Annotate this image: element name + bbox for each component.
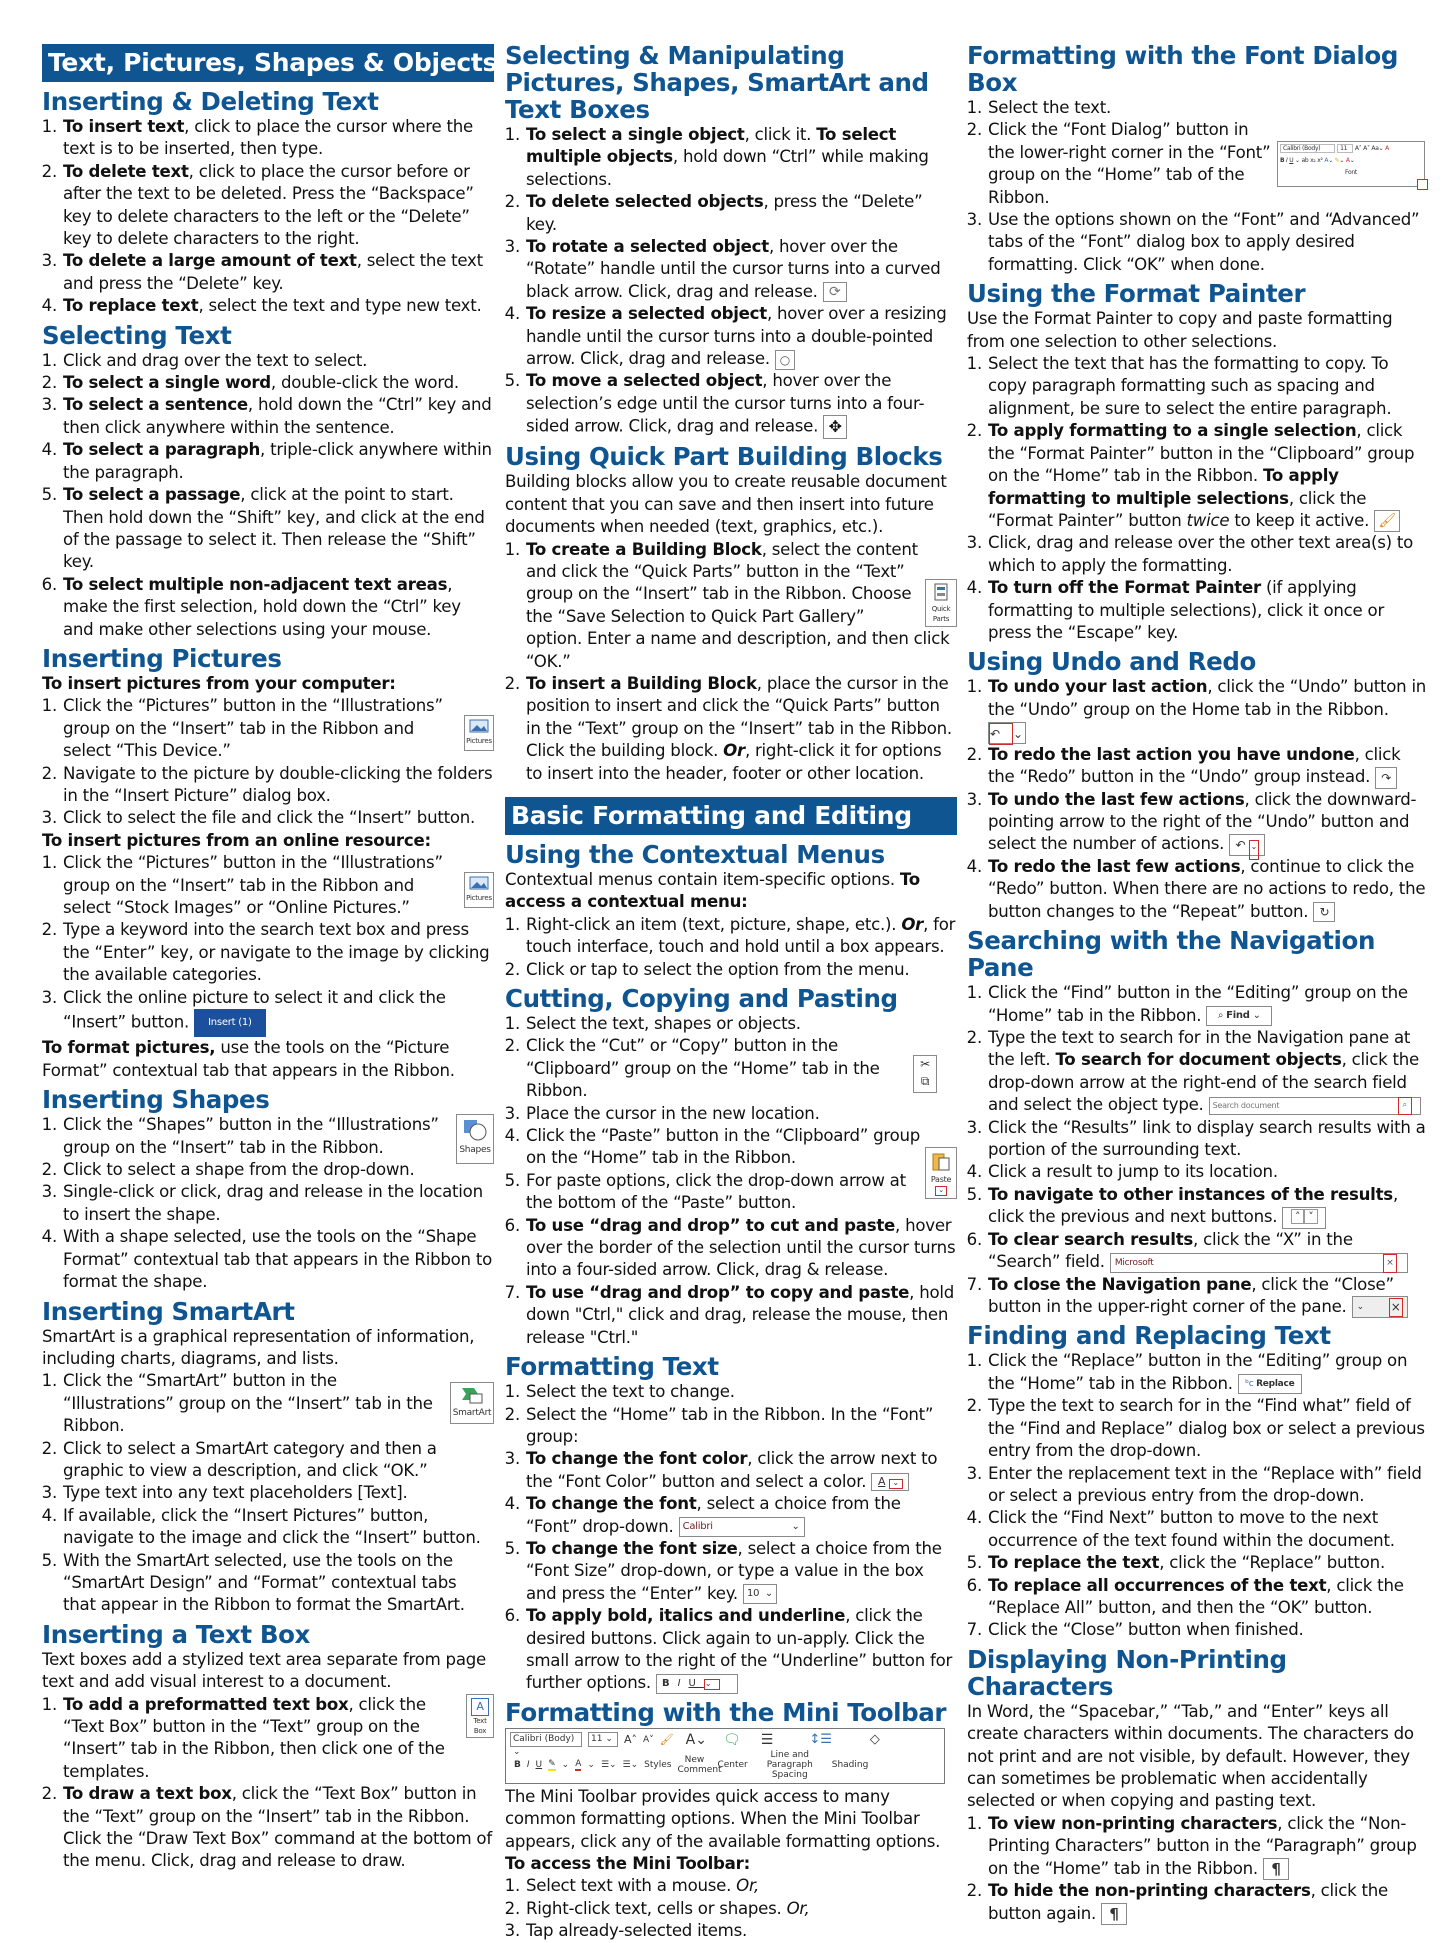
paragraph: Text boxes add a stylized text area separate from page text and add visual interest to a document. — [42, 1649, 486, 1692]
pilcrow-button[interactable]: ¶ — [1101, 1903, 1127, 1925]
list-item: 3. Type text into any text placeholders [Text]. — [62, 1482, 494, 1504]
list-item: 6. To select multiple non-adjacent text areas, make the first selection, hold down the “Ctrl” key and make other selections using your mouse. — [62, 574, 494, 641]
grow-font-icon[interactable]: A˄ — [624, 1733, 638, 1747]
format-painter-icon[interactable]: 🖌 — [659, 1733, 674, 1747]
list-item: 4. To replace text, select the text and type new text. — [62, 295, 494, 317]
list-item: 2. Type a keyword into the search text box and press the “Enter” key, or navigate to the image by clicking the available categories. — [62, 919, 494, 986]
left-column — [42, 40, 498, 1873]
heading-undo-redo: Using Undo and Redo — [967, 647, 1256, 677]
list-item: 2. Click or tap to select the option from the menu. — [525, 959, 957, 981]
heading-selecting-text: Selecting Text — [42, 320, 232, 350]
rotate-cursor-icon: ⟳ — [823, 282, 847, 302]
list-item: 4. To resize a selected object, hover over a resizing handle until the cursor turns into a double-pointed arrow. Click, drag and release. ○ — [525, 303, 957, 370]
list-item: 3. Place the cursor in the new location. — [525, 1103, 957, 1125]
list-item: 5. With the SmartArt selected, use the tools on the “SmartArt Design” and “Format” contextual tabs that appear in the Ribbon to format the SmartArt. — [62, 1550, 494, 1617]
list-non-printing — [967, 1813, 1427, 1925]
list-item: 4. Click the “Find Next” button to move to the next occurrence of the text found within the document. — [987, 1507, 1427, 1552]
list-item: 3. To rotate a selected object, hover over the “Rotate” handle until the cursor turns into a curved black arrow. Click, drag and release. ⟳ — [525, 236, 957, 303]
paragraph: The Mini Toolbar provides quick access to many common formatting options. When the Mini Toolbar appears, click any of the available formatting options. — [505, 1786, 941, 1851]
list-item: 6. To clear search results, click the “X” in the “Search” field. Microsoft × — [987, 1229, 1427, 1274]
heading-inserting-text-box: Inserting a Text Box — [42, 1619, 310, 1649]
list-item: 5. For paste options, click the drop-down arrow at the bottom of the “Paste” button. — [525, 1170, 957, 1215]
font-dialog-launcher-button[interactable] — [1417, 179, 1428, 190]
heading-inserting-smartart: Inserting SmartArt — [42, 1296, 295, 1326]
heading-contextual-menus: Using the Contextual Menus — [505, 839, 885, 869]
paragraph: SmartArt is a graphical representation of information, including charts, diagrams, and lists. — [42, 1326, 475, 1368]
heading-inserting-deleting: Inserting & Deleting Text — [42, 87, 379, 116]
list-item: 3. Tap already-selected items. — [525, 1920, 957, 1942]
undo-dropdown-button[interactable]: ↶ ⌄ — [1229, 834, 1265, 856]
styles-icon[interactable]: A⌄ — [685, 1731, 707, 1748]
list-font-dialog — [967, 97, 1427, 276]
search-document-input[interactable]: Search document ⌕ — [1209, 1097, 1421, 1115]
list-item: 7. Click the “Close” button when finished. — [987, 1619, 1427, 1641]
list-item: 5. To change the font size, select a choice from the “Font Size” drop-down, or type a value in the box and press the “Enter” key. 10 ⌄ — [525, 1538, 957, 1605]
font-color-icon[interactable]: A — [575, 1758, 582, 1769]
list-item: 3. Click to select the file and click the “Insert” button. — [62, 807, 494, 829]
list-item: 7. To use “drag and drop” to copy and paste, hold down "Ctrl," click and drag, release the mouse, then release "Ctrl." — [525, 1282, 957, 1349]
subheading: To access the Mini Toolbar: — [505, 1854, 750, 1873]
list-mini-toolbar — [505, 1875, 957, 1942]
heading-find-replace: Finding and Replacing Text — [967, 1321, 1331, 1351]
list-item: 2. To delete selected objects, press the “Delete” key. — [525, 191, 957, 236]
font-size-dropdown[interactable]: 10 ⌄ — [743, 1584, 777, 1604]
heading-non-printing: Displaying Non-Printing Characters — [967, 1644, 1287, 1701]
list-item: 5. To move a selected object, hover over the selection’s edge until the cursor turns into a four-sided arrow. Click, drag and release. ✥ — [525, 370, 957, 439]
list-find-replace — [967, 1350, 1427, 1641]
list-navigation-pane — [967, 982, 1427, 1318]
list-selecting-objects — [505, 124, 957, 439]
list-item: 3. Click the online picture to select it and click the “Insert” button. Insert (1) — [62, 987, 494, 1038]
list-item: 2. To apply formatting to a single selection, click the “Format Painter” button in the “Clipboard” group on the “Home” tab in the Ribbon. To apply formatting to multiple selections, click the “Format Painter” button twice to keep it active. 🖌 — [987, 420, 1427, 532]
list-item: 1. Pictures Click the “Pictures” button in the “Illustrations” group on the “Insert” tab in the Ribbon and select “Stock Images” or “Online Pictures.” — [62, 852, 494, 919]
paste-button-icon: 4. Paste ⌄ — [925, 1147, 957, 1199]
list-smartart — [42, 1370, 494, 1616]
heading-navigation-pane: Searching with the Navigation Pane — [967, 926, 1376, 983]
replace-button[interactable]: ᵇc Replace — [1238, 1374, 1302, 1394]
insert-button[interactable]: Insert (1) — [194, 1009, 266, 1037]
list-item: 2. To insert a Building Block, place the cursor in the position to insert and click the “Quick Parts” button in the “Text” group on the “Insert” tab in the Ribbon. Click the building block. Or, right-click it for options to insert into the header, footer or other location. — [525, 673, 957, 785]
list-item: 1. Select the text that has the formatting to copy. To copy paragraph formatting such as spacing and alignment, be sure to select the entire paragraph. — [987, 353, 1427, 420]
styles-label[interactable]: Styles — [644, 1759, 672, 1770]
mini-font-dropdown[interactable]: Calibri (Body) ⌄ — [510, 1732, 582, 1747]
list-item: 3. Click the “Results” link to display search results with a portion of the surrounding text. — [987, 1117, 1427, 1162]
list-item: 5. To select a passage, click at the point to start. Then hold down the “Shift” key, and click at the end of the passage to select it. Then release the “Shift” key. — [62, 484, 494, 574]
heading-cut-copy-paste: Cutting, Copying and Pasting — [505, 984, 898, 1013]
list-item: 2. Click to select a SmartArt category and then a graphic to view a description, and click “OK.” — [62, 1438, 494, 1483]
list-item: 3. Enter the replacement text in the “Replace with” field or select a previous entry from the drop-down. — [987, 1463, 1427, 1508]
list-item: 2. Right-click text, cells or shapes. Or, — [525, 1898, 957, 1920]
new-comment-icon[interactable]: 🗨 — [722, 1731, 741, 1748]
list-item: 1. To view non-printing characters, click the “Non-Printing Characters” button in the “Paragraph” group on the “Home” tab in the Ribbon. ¶ — [987, 1813, 1427, 1880]
list-item: 3. Click, drag and release over the other text area(s) to which to apply the formatting. — [987, 532, 1427, 577]
list-item: 1. Click and drag over the text to select. — [62, 350, 494, 372]
new-comment-label[interactable]: New Comment — [677, 1754, 722, 1775]
list-item: 4. Paste ⌄ Click the “Paste” button in the “Clipboard” group on the “Home” tab in the Ribbon. — [525, 1125, 957, 1170]
list-contextual — [505, 914, 957, 981]
list-item: 4. To redo the last few actions, continue to click the “Redo” button. When there are no actions to redo, the button changes to the “Repeat” button. ↻ — [987, 856, 1427, 923]
list-item: 1. A Text Box To add a preformatted text box, click the “Text Box” button in the “Text” group on the “Insert” tab in the Ribbon, then click one of the templates. — [62, 1694, 494, 1784]
list-item: 1. Shapes Click the “Shapes” button in the “Illustrations” group on the “Insert” tab in the Ribbon. — [62, 1114, 494, 1159]
list-item: 1. Select text with a mouse. Or, — [525, 1875, 957, 1897]
heading-formatting-text: Formatting Text — [505, 1352, 719, 1382]
list-item: 1. Right-click an item (text, picture, shape, etc.). Or, for touch interface, touch and hold until a box appears. — [525, 914, 957, 959]
paragraph: Use the Format Painter to copy and paste formatting from one selection to other selections. — [967, 309, 1393, 351]
heading-quick-parts: Using Quick Part Building Blocks — [505, 442, 943, 472]
replace-icon: ᵇc — [1245, 1379, 1254, 1390]
pictures-button-icon: 1. Pictures — [464, 872, 494, 908]
list-item: 4. To select a paragraph, triple-click anywhere within the paragraph. — [62, 439, 494, 484]
list-item: 2. Type the text to search for in the Navigation pane at the left. To search for document objects, click the drop-down arrow at the right-end of the search field and select the object type. Search document ⌕ — [987, 1027, 1427, 1117]
repeat-button[interactable]: ↻ — [1313, 902, 1335, 922]
list-pictures-online — [42, 852, 494, 1037]
paragraph: Building blocks allow you to create reusable document content that you can save and then insert into future documents when needed (text, graphics, etc.). — [505, 472, 947, 537]
list-format-painter — [967, 353, 1427, 644]
font-color-button[interactable]: A ⌄ — [871, 1473, 909, 1491]
list-item: 1. To undo your last action, click the “Undo” button in the “Undo” group on the Home tab in the Ribbon. ↶ ⌄ — [987, 676, 1427, 743]
move-cursor-icon: ✥ — [823, 415, 847, 439]
list-item: 2. To delete text, click to place the cursor before or after the text to be deleted. Press the “Backspace” key to delete characters to the left or the “Delete” key to delete characters to the right. — [62, 161, 494, 251]
heading-font-dialog: Formatting with the Font Dialog Box — [967, 41, 1398, 97]
subheading: To insert pictures from your computer: — [42, 673, 396, 693]
list-undo-redo — [967, 676, 1427, 923]
center-label[interactable]: Center — [717, 1759, 748, 1770]
list-item: 1. Click the “Find” button in the “Editing” group on the “Home” tab in the Ribbon. ⌕ Find ⌄ — [987, 982, 1427, 1027]
list-item: 7. To close the Navigation pane, click the “Close” button in the upper-right corner of the pane. ⌄ × — [987, 1274, 1427, 1319]
quick-parts-button-icon: 1. Quick Parts — [925, 579, 957, 627]
list-item: 2. To draw a text box, click the “Text Box” button in the “Text” group on the “Insert” tab in the Ribbon. Click the “Draw Text Box” command at the bottom of the menu. Click, drag and release to draw. — [62, 1783, 494, 1873]
subheading: To insert pictures from an online resource: — [42, 830, 431, 850]
list-item: 1. To select a single object, click it. To select multiple objects, hold down “Ctrl” while making selections. — [525, 124, 957, 191]
list-item: 3. Use the options shown on the “Font” and “Advanced” tabs of the “Font” dialog box to apply desired formatting. Click “OK” when done. — [987, 209, 1427, 276]
bold-italic-underline-buttons[interactable]: BIU⌄ — [656, 1674, 738, 1694]
list-item: 2. Navigate to the picture by double-clicking the folders in the “Insert Picture” dialog box. — [62, 763, 494, 808]
list-formatting-text — [505, 1381, 957, 1695]
undo-button[interactable]: ↶ ⌄ — [988, 722, 1026, 744]
mini-size-dropdown[interactable]: 11 ⌄ — [588, 1732, 618, 1747]
cut-copy-buttons-icon: 2. ✂ ⧉ — [913, 1055, 937, 1093]
list-cut-copy-paste — [505, 1013, 957, 1349]
list-item: 4. Click a result to jump to its location. — [987, 1161, 1427, 1183]
heading-format-painter: Using the Format Painter — [967, 279, 1306, 309]
list-item: 1. Select the text, shapes or objects. — [525, 1013, 957, 1035]
pictures-button-icon: 1. Pictures — [464, 715, 494, 751]
list-pictures-computer — [42, 695, 494, 829]
find-button[interactable]: ⌕ Find ⌄ — [1206, 1006, 1272, 1026]
list-item: 6. To replace all occurrences of the text, click the “Replace All” button, and then the “OK” button. — [987, 1575, 1427, 1620]
list-item: 2. To select a single word, double-click the word. — [62, 372, 494, 394]
resize-cursor-icon: ○ — [775, 350, 795, 370]
next-result-icon[interactable]: ˅ — [1304, 1209, 1317, 1224]
list-item: 6. To apply bold, italics and underline, click the desired buttons. Click again to un-apply. Click the small arrow to the right of the “Underline” button for further options. BIU⌄ — [525, 1605, 957, 1695]
list-item: 2. Calibri (Body) 11 A˄ A˅ Aa⌄ A B I U ⌄ ab x₂ x² A⌄ ✎⌄ A⌄ Font Click the “Font Dialog” button in the lower-right corner in the “Font” group on the “Home” tab of the Ribbon. — [987, 119, 1427, 209]
list-item: 2. Type the text to search for in the “Find what” field of the “Find and Replace” dialog box or select a previous entry from the drop-down. — [987, 1395, 1427, 1462]
list-item: 5. To replace the text, click the “Replace” button. — [987, 1552, 1427, 1574]
list-item: 3. To select a sentence, hold down the “Ctrl” key and then click anywhere within the sentence. — [62, 394, 494, 439]
font-dropdown[interactable]: Calibri ⌄ — [679, 1517, 805, 1537]
shapes-button-icon: 1. Shapes — [456, 1114, 494, 1164]
italic-icon[interactable]: I — [526, 1759, 530, 1770]
pilcrow-button[interactable]: ¶ — [1263, 1858, 1289, 1880]
list-item: 4. To change the font, select a choice from the “Font” drop-down. Calibri ⌄ — [525, 1493, 957, 1538]
list-item: 2. Click to select a shape from the drop-down. — [62, 1159, 494, 1181]
format-painter-button-icon: 🖌 — [1374, 510, 1400, 532]
list-item: 1. Quick Parts To create a Building Block, select the content and click the “Quick Parts” button in the “Text” group on the “Insert” tab in the Ribbon. Choose the “Save Selection to Quick Part Gallery” option. Enter a name and description, and then click “OK.” — [525, 539, 957, 673]
mini-toolbar: Calibri (Body) ⌄ 11 ⌄ A˄ A˅ 🖌 A⌄ 🗨 ☰ ↕☰ ◇ B I U ✎ ⌄ A ⌄ ☰⌄ ☰⌄ Styles New Comment Center Line and Paragraph Spacing Shading — [505, 1728, 945, 1784]
list-item: 2. To redo the last action you have undone, click the “Redo” button in the “Undo” group instead. ↷ — [987, 744, 1427, 789]
list-item: 4. To turn off the Format Painter (if applying formatting to multiple selections), click it once or press the “Escape” key. — [987, 577, 1427, 644]
line-spacing-label[interactable]: Line and Paragraph Spacing — [766, 1749, 813, 1780]
text-box-button-icon: 1. A Text Box — [466, 1694, 494, 1738]
list-shapes — [42, 1114, 494, 1293]
list-item: 1. Select the text to change. — [525, 1381, 957, 1403]
list-item: 6. To use “drag and drop” to cut and paste, hover over the border of the selection until the cursor turns into a four-sided arrow. Click, drag & release. — [525, 1215, 957, 1282]
list-item: 1. To insert text, click to place the cursor where the text is to be inserted, then type. — [62, 116, 494, 161]
list-item: 3. To change the font color, click the arrow next to the “Font Color” button and select a color. A ⌄ — [525, 1448, 957, 1493]
section-title-bar: Basic Formatting and Editing — [505, 797, 957, 835]
heading-inserting-shapes: Inserting Shapes — [42, 1085, 270, 1115]
list-item: 2. Select the “Home” tab in the Ribbon. In the “Font” group: — [525, 1404, 957, 1449]
smartart-button-icon: 1. SmartArt — [450, 1382, 494, 1424]
paragraph: In Word, the “Spacebar,” “Tab,” and “Enter” keys all create characters within documents. The characters do not print and are not visible, by default. However, they can sometimes be problematic when accidentally selected or when copying and pasting text. — [967, 1701, 1414, 1811]
heading-inserting-pictures: Inserting Pictures — [42, 643, 282, 673]
list-item: 2. ✂ ⧉ Click the “Cut” or “Copy” button in the “Clipboard” group on the “Home” tab in the Ribbon. — [525, 1035, 957, 1102]
list-textbox — [42, 1694, 494, 1873]
redo-button[interactable]: ↷ — [1375, 767, 1397, 789]
shrink-font-icon[interactable]: A˅ — [643, 1734, 654, 1745]
font-group-ribbon: 2. Calibri (Body) 11 A˄ A˅ Aa⌄ A B I U ⌄ ab x₂ x² A⌄ ✎⌄ A⌄ Font — [1277, 141, 1425, 187]
heading-selecting-objects: Selecting & Manipulating Pictures, Shapes, SmartArt and Text Boxes — [505, 41, 929, 124]
list-item: 1. Pictures Click the “Pictures” button in the “Illustrations” group on the “Insert” tab in the Ribbon and select “This Device.” — [62, 695, 494, 762]
highlight-icon[interactable]: ✎ — [548, 1758, 556, 1769]
search-options-icon[interactable]: ⌕ — [1398, 1097, 1412, 1115]
clear-search-icon[interactable]: × — [1383, 1254, 1397, 1273]
shading-label[interactable]: Shading — [831, 1759, 869, 1770]
heading-mini-toolbar: Formatting with the Mini Toolbar — [505, 1697, 947, 1727]
previous-result-icon[interactable]: ˄ — [1291, 1209, 1304, 1224]
bold-icon[interactable]: B — [514, 1759, 521, 1770]
list-item: 4. If available, click the “Insert Pictures” button, navigate to the image and click the “Insert” button. — [62, 1505, 494, 1550]
right-column — [967, 40, 1427, 1925]
list-quick-parts — [505, 539, 957, 785]
list-item: 3. To delete a large amount of text, select the text and press the “Delete” key. — [62, 250, 494, 295]
underline-icon[interactable]: U — [535, 1759, 543, 1770]
paste-dropdown-arrow[interactable]: ⌄ — [935, 1186, 947, 1196]
list-item: 1. Select the text. — [987, 97, 1427, 119]
list-item: 3. Single-click or click, drag and release in the location to insert the shape. — [62, 1181, 494, 1226]
shading-icon[interactable]: ◇ — [869, 1732, 880, 1748]
numbering-icon[interactable]: ☰⌄ — [622, 1759, 639, 1770]
list-item: 1. SmartArt Click the “SmartArt” button in the “Illustrations” group on the “Insert” tab in the Ribbon. — [62, 1370, 494, 1437]
section-title-bar: Text, Pictures, Shapes & Objects — [42, 44, 494, 82]
list-item: 3. To undo the last few actions, click the downward-pointing arrow to the right of the “Undo” button and select the number of actions. ↶ ⌄ — [987, 789, 1427, 856]
list-selecting-text — [42, 350, 494, 641]
middle-column — [505, 40, 957, 1943]
list-item: 2. To hide the non-printing characters, click the button again. ¶ — [987, 1880, 1427, 1925]
nav-pane-header: ⌄ × — [1352, 1296, 1408, 1318]
center-icon[interactable]: ☰ — [760, 1731, 774, 1748]
list-item: 5. To navigate to other instances of the results, click the previous and next buttons. ˄ ˅ — [987, 1184, 1427, 1229]
paragraph: To format pictures, use the tools on the “Picture Format” contextual tab that appears in the Ribbon. — [42, 1038, 455, 1080]
paragraph: Contextual menus contain item-specific options. To access a contextual menu: — [505, 869, 920, 912]
close-pane-icon[interactable]: × — [1389, 1298, 1403, 1317]
search-field[interactable]: Microsoft × — [1110, 1253, 1408, 1273]
prev-next-buttons[interactable] — [1282, 1207, 1326, 1229]
line-spacing-icon[interactable]: ↕☰ — [809, 1732, 832, 1748]
list-inserting-deleting — [42, 116, 494, 318]
list-item: 4. With a shape selected, use the tools on the “Shape Format” contextual tab that appears in the Ribbon to format the shape. — [62, 1226, 494, 1293]
bullets-icon[interactable]: ☰⌄ — [600, 1759, 617, 1770]
list-item: 1. Click the “Replace” button in the “Editing” group on the “Home” tab in the Ribbon. ᵇc Replace — [987, 1350, 1427, 1395]
